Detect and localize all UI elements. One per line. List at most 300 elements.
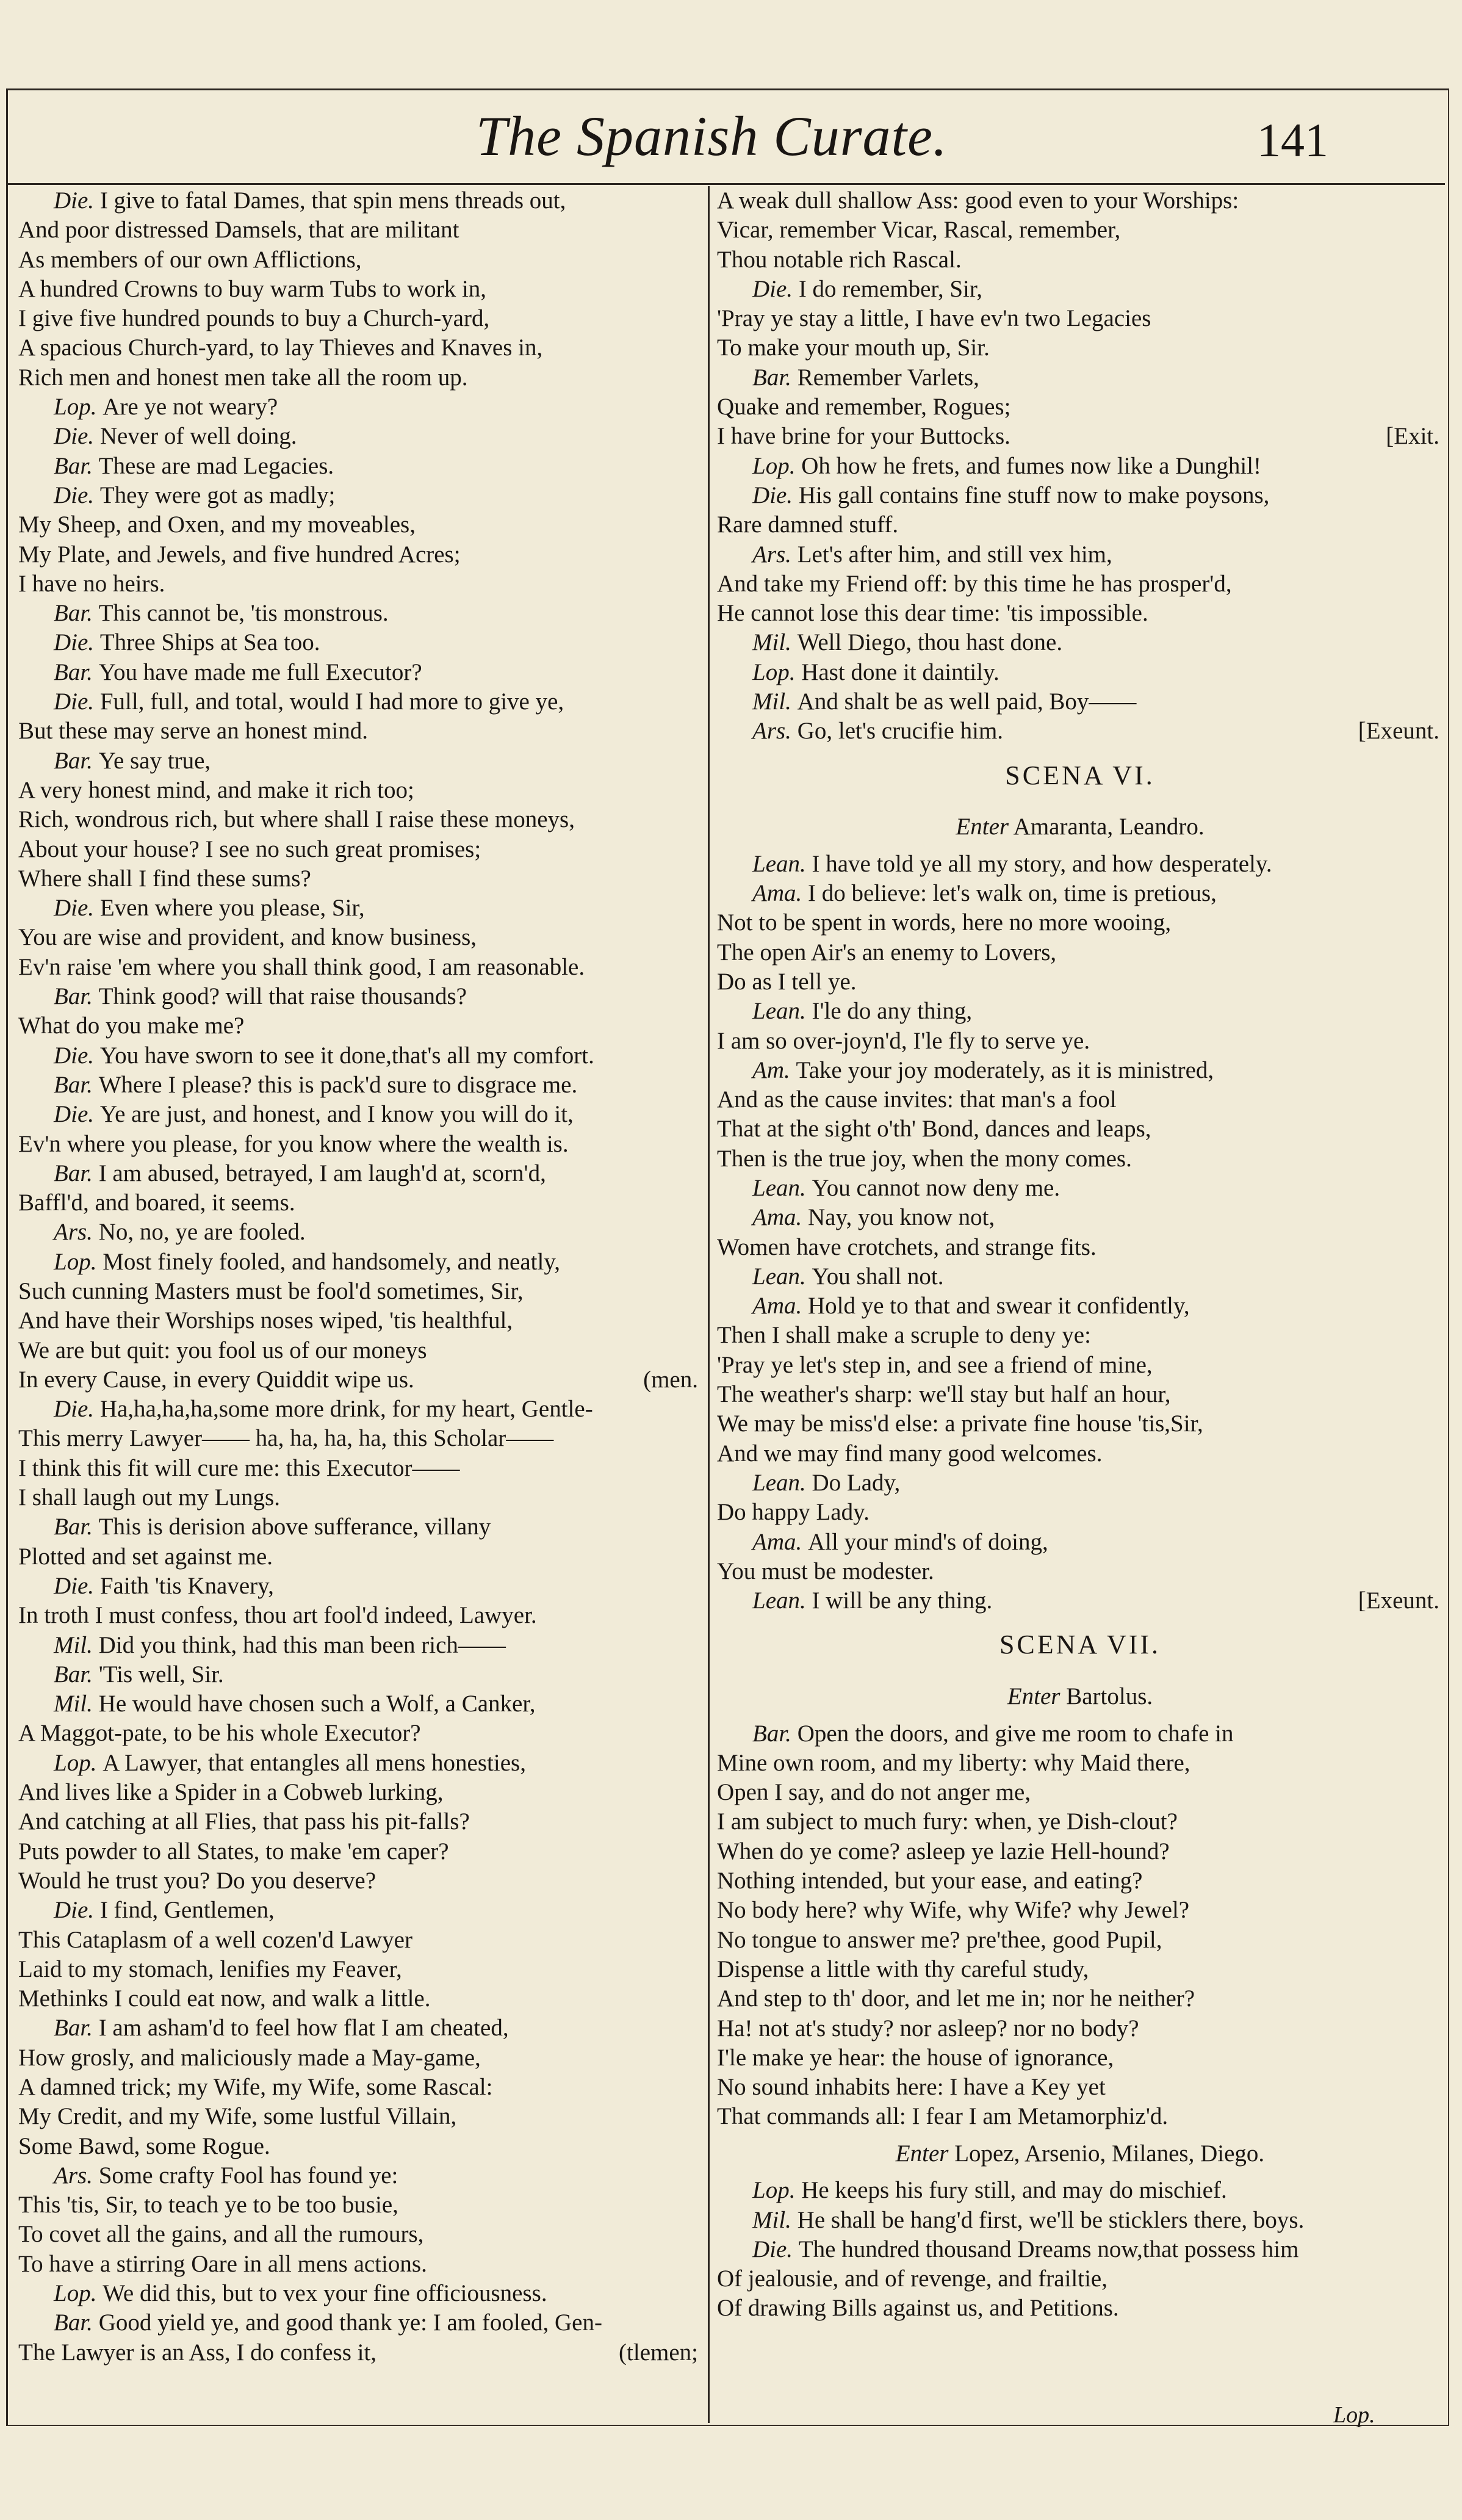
speaker-name: Am. [752, 1056, 796, 1083]
verse-line [717, 1027, 1443, 1056]
verse-line [717, 1439, 1443, 1468]
line-text: Faith 'tis Knavery, [99, 1572, 274, 1599]
line-text: You have made me full Executor? [98, 659, 422, 685]
enter-characters: Bartolus. [1060, 1683, 1153, 1710]
line-text: Women have crotchets, and strange fits. [717, 1233, 1096, 1260]
verse-line [18, 717, 702, 746]
speaker-name: Bar. [54, 747, 99, 774]
line-text: A damned trick; my Wife, my Wife, some Rascal: [18, 2074, 493, 2100]
verse-line [18, 1807, 702, 1836]
verse-line [717, 1174, 1443, 1203]
verse-line [18, 599, 702, 628]
line-text: Do Lady, [812, 1469, 901, 1496]
verse-line [18, 392, 702, 422]
verse-line [717, 540, 1443, 569]
verse-line [18, 1424, 702, 1453]
line-text: He cannot lose this dear time: 'tis impossible. [717, 600, 1148, 627]
scene-heading: SCENA VI. [1005, 760, 1155, 790]
line-text: I do believe: let's walk on, time is pretious, [808, 880, 1217, 907]
verse-line [717, 2235, 1443, 2264]
enter-characters: Lopez, Arsenio, Milanes, Diego. [948, 2140, 1265, 2167]
enter-label: Enter [956, 814, 1009, 840]
line-text: As members of our own Afflictions, [18, 246, 362, 273]
speaker-name: Lop. [54, 1248, 103, 1275]
verse-line [717, 333, 1443, 363]
line-text: Baffl'd, and boared, it seems. [18, 1190, 295, 1216]
line-text: His gall contains fine stuff now to make poysons, [798, 482, 1270, 508]
line-text: These are mad Legacies. [98, 452, 334, 479]
verse-line [717, 1056, 1443, 1085]
verse-line [18, 452, 702, 481]
line-text: I'le make ye hear: the house of ignorance, [717, 2044, 1114, 2071]
verse-line [18, 805, 702, 834]
verse-line [18, 2338, 702, 2367]
line-text: I think this fit will cure me: this Executor—— [18, 1454, 460, 1481]
verse-line [18, 1454, 702, 1483]
verse-line [717, 2206, 1443, 2235]
line-text: Where shall I find these sums? [18, 865, 311, 892]
verse-line [717, 967, 1443, 997]
verse-line [717, 422, 1443, 451]
speaker-name: Lean. [752, 1469, 812, 1496]
verse-line [717, 510, 1443, 540]
verse-line [717, 1586, 1443, 1616]
speaker-name: Die. [54, 1101, 100, 1128]
line-text: Of drawing Bills against us, and Petitions. [717, 2295, 1119, 2322]
line-text: Ye say true, [98, 747, 211, 774]
verse-line [717, 717, 1443, 746]
line-text: And shalt be as well paid, Boy—— [797, 688, 1137, 715]
line-text: Go, let's crucifie him. [797, 718, 1004, 745]
verse-line [18, 1483, 702, 1512]
line-text: Never of well doing. [99, 423, 297, 450]
speaker-name: Lop. [752, 452, 802, 479]
line-text: Ha! not at's study? nor asleep? nor no body? [717, 2015, 1139, 2042]
line-text: 'Tis well, Sir. [98, 1661, 224, 1688]
verse-line [18, 2161, 702, 2190]
verse-line [717, 2264, 1443, 2294]
line-text: Ha,ha,ha,ha,some more drink, for my heart, Gentle- [99, 1396, 593, 1423]
speaker-name: Bar. [54, 659, 99, 685]
verse-line [717, 1409, 1443, 1439]
line-text: A spacious Church-yard, to lay Thieves and Knaves in, [18, 334, 543, 361]
verse-line [717, 1085, 1443, 1114]
verse-line [18, 1188, 702, 1218]
line-text: My Sheep, and Oxen, and my moveables, [18, 511, 416, 538]
speaker-name: Lean. [752, 1175, 812, 1201]
line-text: Take your joy moderately, as it is ministred, [796, 1056, 1214, 1083]
verse-line [18, 1631, 702, 1660]
line-text: Think good? will that raise thousands? [98, 983, 467, 1010]
verse-line [18, 628, 702, 657]
line-text: This cannot be, 'tis monstrous. [98, 600, 389, 627]
verse-line [18, 304, 702, 333]
verse-line [717, 1203, 1443, 1232]
speaker-name: Ars. [54, 2162, 99, 2189]
speaker-name: Bar. [54, 1661, 99, 1688]
verse-line [717, 2294, 1443, 2323]
verse-line [18, 333, 702, 363]
header-rule [7, 183, 1445, 185]
speaker-name: Lop. [752, 2177, 802, 2204]
speaker-name: Mil. [752, 629, 798, 656]
speaker-name: Ama. [752, 880, 808, 907]
line-text: About your house? I see no such great promises; [18, 836, 481, 862]
speaker-name: Bar. [54, 1514, 99, 1540]
line-text: Some crafty Fool has found ye: [98, 2162, 398, 2189]
verse-line [717, 1719, 1443, 1749]
verse-line [717, 997, 1443, 1026]
line-text: 'Pray ye let's step in, and see a friend of mine, [717, 1351, 1153, 1378]
verse-line [717, 1114, 1443, 1144]
verse-line [18, 658, 702, 687]
line-text: I am abused, betrayed, I am laugh'd at, scorn'd, [98, 1160, 546, 1186]
verse-line [717, 1866, 1443, 1896]
verse-line [18, 1926, 702, 1955]
verse-line [717, 908, 1443, 937]
speaker-name: Lop. [54, 1749, 103, 1776]
line-text: But these may serve an honest mind. [18, 718, 368, 745]
speaker-name: Ama. [752, 1293, 808, 1320]
line-text: Hold ye to that and swear it confidently, [808, 1293, 1190, 1320]
line-text: A Maggot-pate, to be his whole Executor? [18, 1720, 421, 1747]
verse-line [717, 1144, 1443, 1174]
line-text: To make your mouth up, Sir. [717, 334, 990, 361]
right-aligned-note: (men. [643, 1366, 698, 1393]
verse-line [18, 864, 702, 894]
speaker-name: Ars. [752, 718, 798, 745]
line-text: They were got as madly; [99, 482, 336, 508]
verse-line [717, 392, 1443, 422]
line-text: Mine own room, and my liberty: why Maid there, [717, 1749, 1190, 1776]
line-text: All your mind's of doing, [808, 1528, 1048, 1555]
verse-line [18, 2043, 702, 2073]
line-text: In every Cause, in every Quiddit wipe us. [18, 1366, 414, 1393]
line-text: Even where you please, Sir, [99, 895, 365, 922]
left-column [18, 186, 702, 2367]
verse-line [18, 1159, 702, 1188]
verse-line [717, 1557, 1443, 1586]
line-text: Methinks I could eat now, and walk a little. [18, 1985, 431, 2012]
verse-line [18, 1306, 702, 1335]
verse-line [717, 2176, 1443, 2205]
line-text: The hundred thousand Dreams now,that possess him [798, 2236, 1299, 2262]
verse-line [18, 1130, 702, 1159]
line-text: Dispense a little with thy careful study, [717, 1955, 1089, 1982]
speaker-name: Bar. [54, 600, 99, 627]
verse-line [717, 481, 1443, 510]
line-text: We may be miss'd else: a private fine house 'tis,Sir, [717, 1410, 1203, 1437]
verse-line [717, 1984, 1443, 2013]
verse-line [717, 1955, 1443, 1984]
verse-line [18, 1572, 702, 1601]
line-text: No body here? why Wife, why Wife? why Jewel? [717, 1897, 1190, 1924]
verse-line [717, 1498, 1443, 1527]
speaker-name: Ars. [752, 541, 798, 568]
verse-line [717, 687, 1443, 717]
verse-line [18, 1218, 702, 1247]
verse-line [717, 275, 1443, 304]
verse-line [717, 2014, 1443, 2043]
verse-line [717, 215, 1443, 245]
verse-line [717, 1262, 1443, 1291]
verse-line [717, 1468, 1443, 1498]
line-text: This merry Lawyer—— ha, ha, ha, ha, this Scholar—— [18, 1425, 554, 1452]
verse-line [717, 1233, 1443, 1262]
line-text: Let's after him, and still vex him, [797, 541, 1112, 568]
verse-line [18, 1512, 702, 1542]
verse-line [18, 2250, 702, 2279]
speaker-name: Lean. [752, 850, 812, 877]
verse-line [717, 569, 1443, 599]
verse-line [18, 1277, 702, 1306]
verse-line [18, 1984, 702, 2013]
line-text: In troth I must confess, thou art fool'd indeed, Lawyer. [18, 1602, 537, 1629]
line-text: I am asham'd to feel how flat I am cheated, [98, 2015, 509, 2042]
speaker-name: Bar. [54, 1071, 99, 1098]
line-text: Ye are just, and honest, and I know you will do it, [99, 1101, 574, 1128]
speaker-name: Mil. [54, 1691, 99, 1717]
line-text: That at the sight o'th' Bond, dances and leaps, [717, 1116, 1151, 1143]
speaker-name: Bar. [54, 2015, 99, 2042]
right-aligned-note: [Exeunt. [1358, 718, 1439, 745]
line-text: You cannot now deny me. [812, 1175, 1060, 1201]
speaker-name: Bar. [752, 364, 798, 391]
line-text: Did you think, had this man been rich—— [98, 1631, 506, 1658]
speaker-name: Die. [54, 1572, 100, 1599]
speaker-name: Mil. [752, 688, 798, 715]
line-text: Nothing intended, but your ease, and eating? [717, 1868, 1143, 1894]
line-text: No tongue to answer me? pre'thee, good Pupil, [717, 1926, 1162, 1953]
line-text: You are wise and provident, and know business, [18, 924, 477, 951]
line-text: Rare damned stuff. [717, 511, 899, 538]
line-text: Three Ships at Sea too. [99, 629, 320, 656]
verse-line [18, 1601, 702, 1630]
line-text: Rich men and honest men take all the room up. [18, 364, 468, 391]
line-text: To have a stirring Oare in all mens actions. [18, 2250, 427, 2277]
stage-direction [717, 805, 1443, 850]
line-text: And as the cause invites: that man's a fool [717, 1086, 1117, 1113]
verse-line [717, 2043, 1443, 2073]
line-text: Ev'n where you please, for you know where the wealth is. [18, 1130, 569, 1157]
line-text: Then I shall make a scruple to deny ye: [717, 1322, 1091, 1349]
line-text: He keeps his fury still, and may do mischief. [801, 2177, 1227, 2204]
line-text: My Credit, and my Wife, some lustful Villain, [18, 2103, 457, 2130]
verse-line [18, 1542, 702, 1572]
verse-line [18, 1719, 702, 1748]
line-text: We are but quit: you fool us of our moneys [18, 1337, 427, 1363]
line-text: Rich, wondrous rich, but where shall I raise these moneys, [18, 806, 575, 833]
line-text: I am subject to much fury: when, ye Dish-clout? [717, 1808, 1178, 1835]
line-text: Remember Varlets, [797, 364, 979, 391]
running-title: The Spanish Curate. [476, 105, 948, 167]
speaker-name: Bar. [752, 1720, 798, 1747]
verse-line [717, 1528, 1443, 1557]
verse-line [717, 1896, 1443, 1925]
line-text: I do remember, Sir, [798, 275, 983, 302]
speaker-name: Lop. [54, 2280, 103, 2307]
speaker-name: Lop. [54, 394, 103, 421]
line-text: Do as I tell ye. [717, 968, 857, 995]
speaker-name: Die. [54, 895, 100, 922]
line-text: My Plate, and Jewels, and five hundred Acres; [18, 541, 461, 568]
line-text: I shall laugh out my Lungs. [18, 1484, 280, 1511]
line-text: He shall be hang'd first, we'll be sticklers there, boys. [797, 2206, 1305, 2233]
line-text: A very honest mind, and make it rich too; [18, 776, 414, 803]
speaker-name: Die. [54, 688, 100, 715]
speaker-name: Die. [54, 1897, 100, 1924]
line-text: Laid to my stomach, lenifies my Feaver, [18, 1955, 402, 1982]
line-text: Well Diego, thou hast done. [797, 629, 1063, 656]
speaker-name: Die. [54, 423, 100, 450]
line-text: Ev'n raise 'em where you shall think good, I am reasonable. [18, 953, 585, 980]
line-text: I will be any thing. [812, 1587, 993, 1614]
verse-line [18, 275, 702, 304]
speaker-name: Bar. [54, 452, 99, 479]
verse-line [18, 835, 702, 864]
line-text: Good yield ye, and good thank ye: I am fooled, Gen- [98, 2309, 602, 2336]
verse-line [18, 1660, 702, 1689]
verse-line [717, 628, 1443, 657]
line-text: A Lawyer, that entangles all mens honesties, [103, 1749, 526, 1776]
speaker-name: Lop. [752, 659, 802, 685]
line-text: I find, Gentlemen, [99, 1897, 275, 1924]
verse-line [18, 1689, 702, 1719]
speaker-name: Mil. [54, 1631, 99, 1658]
line-text: Oh how he frets, and fumes now like a Dunghil! [801, 452, 1262, 479]
verse-line [717, 304, 1443, 333]
verse-line [717, 1291, 1443, 1321]
line-text: No sound inhabits here: I have a Key yet [717, 2074, 1106, 2101]
verse-line [717, 452, 1443, 481]
verse-line [18, 569, 702, 599]
verse-line [18, 1778, 702, 1807]
speaker-name: Die. [54, 1042, 100, 1069]
line-text: And lives like a Spider in a Cobweb lurking, [18, 1779, 444, 1806]
verse-line [18, 746, 702, 776]
verse-line [18, 1336, 702, 1365]
verse-line [18, 1247, 702, 1277]
verse-line [18, 363, 702, 392]
line-text: Hast done it daintily. [801, 659, 999, 685]
line-text: And have their Worships noses wiped, 'tis healthful, [18, 1307, 513, 1334]
line-text: We did this, but to vex your fine officiousness. [103, 2280, 547, 2307]
verse-line [18, 2308, 702, 2338]
line-text: I am so over-joyn'd, I'le fly to serve ye. [717, 1027, 1090, 1054]
speaker-name: Die. [54, 629, 100, 656]
verse-line [18, 776, 702, 805]
verse-line [717, 186, 1443, 215]
line-text: Do happy Lady. [717, 1499, 870, 1526]
line-text: He would have chosen such a Wolf, a Canker, [98, 1691, 536, 1717]
line-text: Then is the true joy, when the mony comes. [717, 1145, 1132, 1172]
speaker-name: Mil. [752, 2206, 798, 2233]
line-text: And poor distressed Damsels, that are militant [18, 217, 459, 244]
verse-line [18, 1365, 702, 1395]
verse-line [717, 1380, 1443, 1409]
verse-line [18, 186, 702, 215]
line-text: Puts powder to all States, to make 'em caper? [18, 1838, 449, 1865]
line-text: And we may find many good welcomes. [717, 1440, 1103, 1467]
verse-line [18, 2220, 702, 2249]
verse-line [717, 658, 1443, 687]
line-text: I give to fatal Dames, that spin mens threads out, [99, 187, 566, 214]
line-text: Quake and remember, Rogues; [717, 394, 1011, 421]
speaker-name: Bar. [54, 1160, 99, 1186]
line-text: A weak dull shallow Ass: good even to your Worships: [717, 187, 1239, 214]
line-text: Most finely fooled, and handsomely, and neatly, [103, 1248, 561, 1275]
verse-line [18, 894, 702, 923]
speaker-name: Ama. [752, 1204, 808, 1231]
line-text: Open I say, and do not anger me, [717, 1779, 1031, 1806]
line-text: A hundred Crowns to buy warm Tubs to work in, [18, 275, 487, 302]
speaker-name: Die. [752, 2236, 799, 2262]
verse-line [717, 850, 1443, 879]
verse-line [18, 481, 702, 510]
catchword: Lop. [1333, 2402, 1375, 2428]
verse-line [18, 2190, 702, 2220]
verse-line [18, 2073, 702, 2102]
verse-line [717, 1778, 1443, 1807]
line-text: I'le do any thing, [812, 998, 973, 1025]
verse-line [18, 982, 702, 1011]
line-text: And step to th' door, and let me in; nor he neither? [717, 1985, 1195, 2012]
line-text: This Cataplasm of a well cozen'd Lawyer [18, 1926, 412, 1953]
right-aligned-note: (tlemen; [619, 2339, 698, 2366]
stage-direction [717, 1675, 1443, 1719]
verse-line [717, 245, 1443, 275]
line-text: How grosly, and maliciously made a May-game, [18, 2044, 481, 2071]
line-text: No, no, ye are fooled. [98, 1219, 306, 1246]
line-text: I have brine for your Buttocks. [717, 423, 1010, 450]
speaker-name: Bar. [54, 2309, 99, 2336]
verse-line [717, 363, 1443, 392]
line-text: You have sworn to see it done,that's all my comfort. [99, 1042, 594, 1069]
verse-line [18, 2102, 702, 2131]
verse-line [18, 215, 702, 245]
verse-line [717, 1321, 1443, 1350]
line-text: The Lawyer is an Ass, I do confess it, [18, 2339, 377, 2366]
line-text: Full, full, and total, would I had more to give ye, [99, 688, 564, 715]
right-aligned-note: [Exit. [1386, 423, 1439, 450]
verse-line [18, 1837, 702, 1866]
verse-line [717, 1807, 1443, 1836]
line-text: I have told ye all my story, and how desperately. [812, 850, 1272, 877]
line-text: Of jealousie, and of revenge, and frailtie, [717, 2265, 1107, 2292]
verse-line [18, 1100, 702, 1129]
line-text: I have no heirs. [18, 570, 165, 597]
line-text: Plotted and set against me. [18, 1543, 273, 1570]
speaker-name: Ama. [752, 1528, 808, 1555]
line-text: Open the doors, and give me room to chafe in [797, 1720, 1234, 1747]
enter-label: Enter [1007, 1683, 1060, 1710]
line-text: Vicar, remember Vicar, Rascal, remember, [717, 217, 1121, 244]
line-text: This 'tis, Sir, to teach ye to be too busie, [18, 2192, 398, 2219]
verse-line [18, 422, 702, 451]
line-text: And take my Friend off: by this time he has prosper'd, [717, 570, 1232, 597]
line-text: You shall not. [812, 1263, 944, 1290]
right-column [717, 186, 1443, 2323]
verse-line [18, 687, 702, 717]
speaker-name: Die. [54, 1396, 100, 1423]
line-text: Where I please? this is pack'd sure to disgrace me. [98, 1071, 578, 1098]
verse-line [18, 1041, 702, 1070]
verse-line [717, 2102, 1443, 2131]
line-text: That commands all: I fear I am Metamorphiz'd. [717, 2103, 1169, 2130]
line-text: I give five hundred pounds to buy a Church-yard, [18, 305, 490, 332]
verse-line [18, 1955, 702, 1984]
speaker-name: Die. [54, 482, 100, 508]
